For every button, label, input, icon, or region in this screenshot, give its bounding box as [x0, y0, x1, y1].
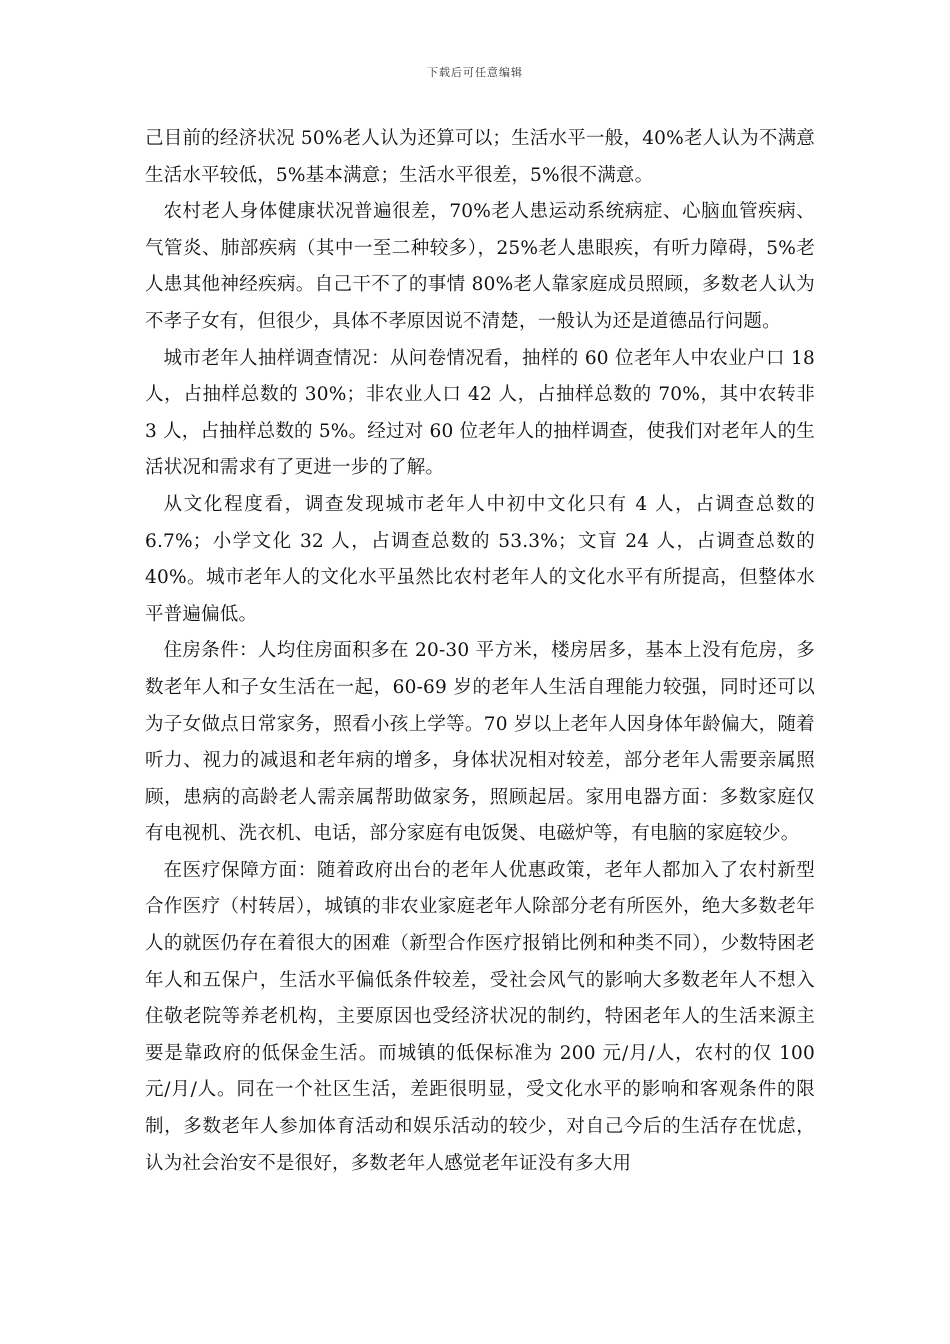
paragraph-medical-security: 在医疗保障方面：随着政府出台的老年人优惠政策，老年人都加入了农村新型合作医疗（村转居），城镇的非农业家庭老年人除部分老有所医外，绝大多数老年人的就医仍存在着很大的困难（新型合作医疗报销比例和种类不同），少数特困老年人和五保户，生活水平偏低条件较差，受社会风气的影响大多数老年人不想入住敬老院等养老机构，主要原因也受经济状况的制约，特困老年人的生活来源主要是靠政府的低保金生活。而城镇的低保标准为 200 元/月/人，农村的仅 100 元/月/人。同在一个社区生活，差距很明显，受文化水平的影响和客观条件的限制，多数老年人参加体育活动和娱乐活动的较少，对自己今后的生活存在忧虑，认为社会治安不是很好，多数老年人感觉老年证没有多大用	[145, 859, 815, 1174]
paragraph-housing: 住房条件：人均住房面积多在 20-30 平方米，楼房居多，基本上没有危房，多数老年人和子女生活在一起，60-69 岁的老年人生活自理能力较强，同时还可以为子女做点日常家务，照看小孩上学等。70 岁以上老年人因身体年龄偏大，随着听力、视力的减退和老年病的增多，身体状况相对较差，部分老年人需要亲属照顾，患病的高龄老人需亲属帮助做家务，照顾起居。家用电器方面：多数家庭仅有电视机、洗衣机、电话，部分家庭有电饭煲、电磁炉等，有电脑的家庭较少。	[145, 640, 815, 845]
paragraph-economic-status: 己目前的经济状况 50%老人认为还算可以；生活水平一般，40%老人认为不满意生活水平较低，5%基本满意；生活水平很差，5%很不满意。	[145, 128, 815, 186]
paragraph-urban-sampling: 城市老年人抽样调查情况：从问卷情况看，抽样的 60 位老年人中农业户口 18 人，占抽样总数的 30%；非农业人口 42 人，占抽样总数的 70%，其中农转非 3 人，占抽样总数的 5%。经过对 60 位老年人的抽样调查，使我们对老年人的生活状况和需求有了更进一步的了解。	[145, 347, 815, 479]
paragraph-education-level: 从文化程度看，调查发现城市老年人中初中文化只有 4 人，占调查总数的 6.7%；小学文化 32 人，占调查总数的 53.3%；文盲 24 人，占调查总数的 40%。城市老年人的文化水平虽然比农村老年人的文化水平有所提高，但整体水平普遍偏低。	[145, 493, 815, 625]
paragraph-rural-health: 农村老人身体健康状况普遍很差，70%老人患运动系统病症、心脑血管疾病、气管炎、肺部疾病（其中一至二种较多），25%老人患眼疾，有听力障碍，5%老人患其他神经疾病。自己干不了的事情 80%老人靠家庭成员照顾，多数老人认为不孝子女有，但很少，具体不孝原因说不清楚，一般认为还是道德品行问题。	[145, 201, 815, 332]
body-text	[145, 121, 815, 1182]
header-note: 下载后可任意编辑	[427, 66, 523, 79]
